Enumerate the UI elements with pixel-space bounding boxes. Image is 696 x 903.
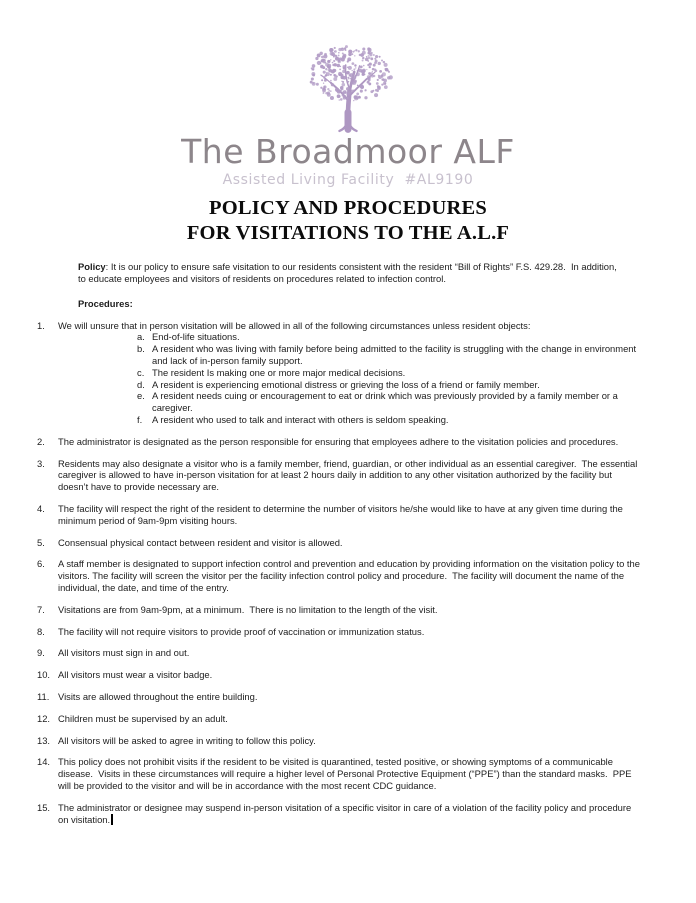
item-number: 4. <box>37 502 45 514</box>
procedure-item <box>37 558 643 593</box>
document-title-line1: POLICY AND PROCEDURES <box>209 197 487 219</box>
item-number: 13. <box>37 734 51 746</box>
subitem-text: The resident Is making one or more major medical decisions. <box>152 366 406 378</box>
item-number: 15. <box>37 801 51 813</box>
item-number: 8. <box>37 625 45 637</box>
item-text: Visitations are from 9am-9pm, at a minimum. There is no limitation to the length of the visit. <box>58 603 438 615</box>
item-text: Residents may also designate a visitor who is a family member, friend, guardian, or other individual as an essential caregiver. The essential caregiver is allowed to have in-person visitation for at least 2 hours daily in addition to any other visitation authorized by the facility but doesn’t have to provide necessary are. <box>58 457 640 493</box>
subitem-letter: c. <box>137 366 145 378</box>
item-text: The administrator is designated as the person responsible for ensuring that employees adhere to the visitation policies and procedures. <box>58 435 619 447</box>
procedures-heading: Procedures: <box>78 297 133 309</box>
procedure-item <box>37 320 640 426</box>
item-number: 12. <box>37 712 51 724</box>
subitem-text: A resident needs cuing or encouragement to eat or drink which was previously provided by a family member or a caregiver. <box>152 390 621 414</box>
subitem-letter: a. <box>137 331 145 343</box>
procedure-item <box>37 802 640 826</box>
item-text: The facility will respect the right of the resident to determine the number of visitors he/she would like to have at any given time during the minimum period of 9am-9pm visiting hours. <box>58 502 626 526</box>
item-text: Consensual physical contact between resident and visitor is allowed. <box>58 536 343 548</box>
item-text: Children must be supervised by an adult. <box>58 712 228 724</box>
procedure-item <box>37 626 640 638</box>
policy-text: : It is our policy to ensure safe visitation to our residents consistent with the resident “Bill of Rights” F.S. 429.28. In addition, to educate employees and visitors of residents on procedures related to infection control. <box>78 261 620 284</box>
item-number: 1. <box>37 319 45 331</box>
procedure-subitem <box>137 343 640 367</box>
item-text: Visits are allowed throughout the entire building. <box>58 690 258 702</box>
subitem-letter: e. <box>137 390 145 402</box>
text-cursor[interactable] <box>111 814 113 825</box>
item-text: This policy does not prohibit visits if the resident to be visited is quarantined, tested positive, or showing symptoms of a communicable disease. Visits in these circumstances will require a higher level of Personal Protective Equipment (“PPE”) than the standard masks. PPE will be provided to the visitor and will be in accordance with the most recent CDC guidance. <box>58 756 635 791</box>
procedure-item <box>37 458 640 493</box>
procedure-subitem <box>137 390 640 414</box>
subitem-text: A resident who was living with family before being admitted to the facility is struggling with the change in environment and lack of in-person family support. <box>152 343 639 366</box>
item-number: 11. <box>37 690 50 702</box>
procedure-item <box>37 537 640 549</box>
item-text: All visitors must sign in and out. <box>58 647 190 659</box>
procedure-subitem <box>137 367 640 379</box>
procedure-item <box>37 669 640 681</box>
procedure-subitems <box>137 331 640 425</box>
item-number: 6. <box>37 558 45 570</box>
item-text: The administrator or designee may suspend in-person visitation of a specific visitor in care of a violation of the facility policy and procedure on visitation. <box>58 801 634 825</box>
brand-name: The Broadmoor ALF <box>181 132 515 171</box>
procedure-item <box>37 713 640 725</box>
procedures-list <box>37 319 643 826</box>
item-number: 10. <box>37 669 51 681</box>
facility-logo <box>0 0 696 188</box>
item-number: 2. <box>37 435 45 447</box>
item-number: 9. <box>37 647 45 659</box>
procedure-item <box>37 503 640 527</box>
item-text: A staff member is designated to support infection control and prevention and education by providing information on the visitation policy to the visitors. The facility will screen the visitor per the facility infection control policy and procedure. The facility will document the name of the individual, the date, and time of the entry. <box>58 558 643 593</box>
item-text: The facility will not require visitors to provide proof of vaccination or immunization status. <box>58 625 425 637</box>
document-title-line2: FOR VISITATIONS TO THE A.L.F <box>186 222 510 244</box>
procedure-subitem <box>137 331 640 343</box>
procedure-item <box>37 735 640 747</box>
item-number: 7. <box>37 603 45 615</box>
document-title <box>0 196 696 246</box>
subitem-letter: f. <box>137 413 143 425</box>
procedure-item <box>37 604 640 616</box>
item-text: We will unsure that in person visitation will be allowed in all of the following circumstances unless resident objects: <box>58 319 531 331</box>
item-text: All visitors must wear a visitor badge. <box>58 669 213 681</box>
brand-tagline: Assisted Living Facility #AL9190 <box>222 172 474 188</box>
policy-paragraph <box>78 261 622 285</box>
procedure-item <box>37 647 640 659</box>
tree-logo-icon <box>292 41 404 134</box>
subitem-letter: b. <box>137 343 145 355</box>
item-number: 3. <box>37 457 45 469</box>
procedure-subitem <box>137 379 640 391</box>
subitem-text: A resident who used to talk and interact with others is seldom speaking. <box>152 413 449 425</box>
procedure-subitem <box>137 414 640 426</box>
subitem-text: End-of-life situations. <box>152 331 240 343</box>
subitem-letter: d. <box>137 378 145 390</box>
subitem-text: A resident is experiencing emotional distress or grieving the loss of a friend or family member. <box>152 378 540 390</box>
procedure-item <box>37 436 640 448</box>
item-number: 14. <box>37 756 51 768</box>
item-text: All visitors will be asked to agree in writing to follow this policy. <box>58 734 316 746</box>
item-number: 5. <box>37 536 45 548</box>
procedure-item <box>37 691 640 703</box>
procedure-item <box>37 756 640 791</box>
policy-label: Policy <box>78 261 106 272</box>
